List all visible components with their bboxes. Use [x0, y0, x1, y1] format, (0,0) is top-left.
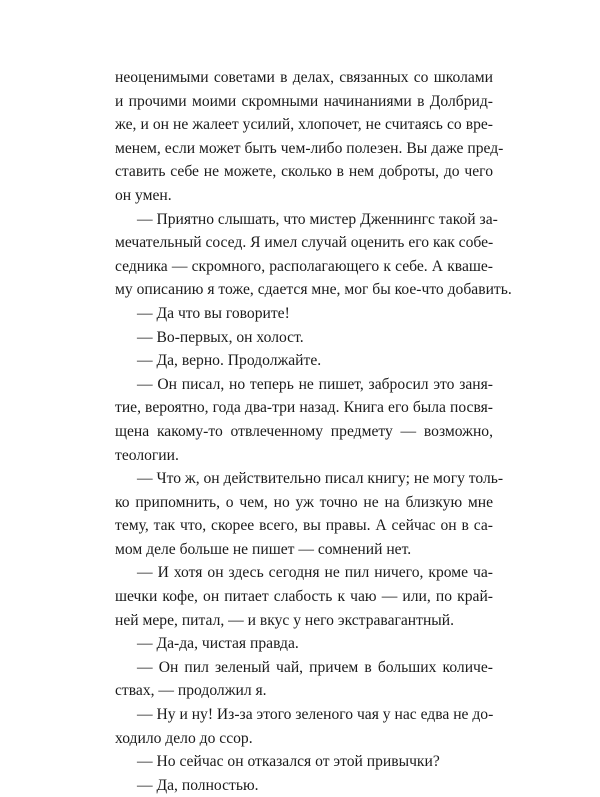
text-line: щена какому-то отвлеченному предмету — возможно, — [115, 422, 493, 440]
paragraph — [115, 66, 504, 208]
text-line: — Во-первых, он холост. — [137, 328, 304, 346]
paragraph — [115, 326, 493, 350]
text-line: — Но сейчас он отказался от этой привычки? — [137, 753, 440, 771]
text-line: — Да, верно. Продолжайте. — [137, 352, 322, 370]
paragraph — [115, 774, 493, 797]
paragraph — [115, 703, 493, 750]
text-line: — Да-да, чистая правда. — [137, 635, 299, 653]
text-line: ствах, — продолжил я. — [115, 682, 267, 700]
text-line: ко припомнить, о чем, но уж точно не на близкую мне — [115, 493, 493, 511]
paragraph — [115, 750, 493, 774]
text-line: неоценимыми советами в делах, связанных со школами — [115, 69, 493, 86]
text-line: и прочими моими скромными начинаниями в Долбрид- — [115, 92, 493, 110]
text-line: шечки кофе, он питает слабость к чаю — или, по край- — [115, 588, 493, 606]
text-line: седника — скромного, располагающего к себе. А кваше- — [115, 257, 493, 275]
paragraph — [115, 302, 493, 326]
text-line: — Да что вы говорите! — [137, 304, 290, 322]
text-line: — Он пил зеленый чай, причем в больших количе- — [137, 658, 493, 676]
paragraph — [115, 561, 493, 632]
text-line: он умен. — [115, 186, 172, 204]
text-line: тие, вероятно, года два-три назад. Книга его была посвя- — [115, 399, 493, 417]
text-line: менем, если может быть чем-либо полезен. Вы даже пред- — [115, 139, 504, 157]
paragraph — [115, 208, 512, 302]
paragraph — [115, 656, 493, 703]
text-line: теологии. — [115, 446, 179, 464]
text-line: — Он писал, но теперь не пишет, забросил это заня- — [137, 375, 493, 393]
paragraph — [115, 632, 493, 656]
paragraph — [115, 349, 493, 373]
text-line: — Приятно слышать, что мистер Дженнингс такой за- — [137, 210, 498, 228]
text-line: же, и он не жалеет усилий, хлопочет, не считаясь со вре- — [115, 116, 493, 134]
text-line: — Да, полностью. — [137, 776, 259, 794]
text-line: ставить себе не можете, сколько в нем доброты, до чего — [115, 163, 493, 181]
paragraph — [115, 467, 504, 561]
book-page — [115, 66, 512, 797]
text-line: мечательный сосед. Я имел случай оценить его как собе- — [115, 234, 494, 252]
text-line: — И хотя он здесь сегодня не пил ничего, кроме ча- — [137, 564, 493, 582]
text-line: ходило дело до ссор. — [115, 729, 253, 747]
paragraph — [115, 373, 493, 467]
text-line: ней мере, питал, — и вкус у него экстравагантный. — [115, 611, 455, 629]
text-line: — Что ж, он действительно писал книгу; не могу толь- — [137, 470, 504, 488]
text-line: — Ну и ну! Из-за этого зеленого чая у нас едва не до- — [137, 706, 494, 724]
text-line: мом деле больше не пишет — сомнений нет. — [115, 540, 412, 558]
text-line: тему, так что, скорее всего, вы правы. А сейчас он в са- — [115, 517, 493, 535]
text-line: му описанию я тоже, сдается мне, мог бы кое-что добавить. — [115, 281, 512, 299]
